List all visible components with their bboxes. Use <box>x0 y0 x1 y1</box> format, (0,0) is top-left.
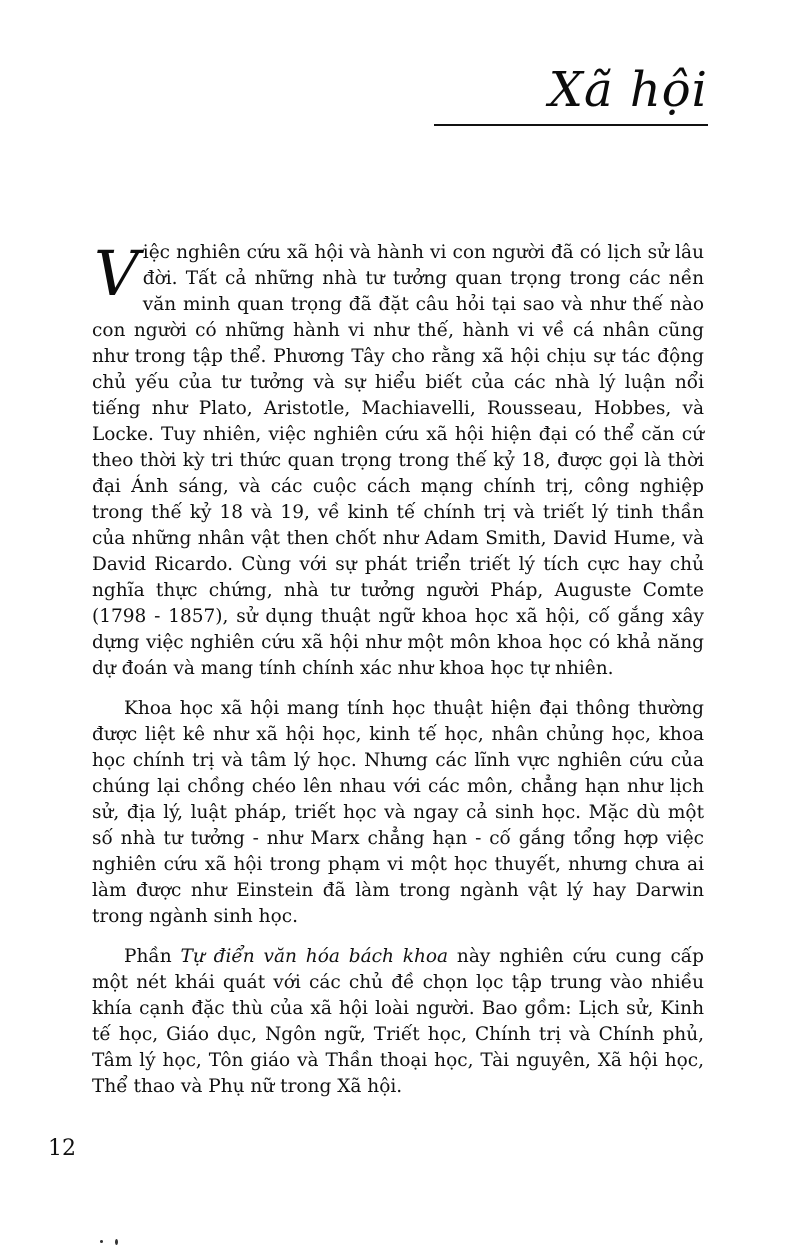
paragraph-1 <box>92 237 704 682</box>
chapter-title: Xã hội <box>548 62 708 118</box>
scan-speck <box>100 1238 124 1246</box>
paragraph-1-text: iệc nghiên cứu xã hội và hành vi con người đã có lịch sử lâu đời. Tất cả những nhà tư tưởng quan trọng trong các nền văn minh quan trọng đã đặt câu hỏi tại sao và như thế nào con người có những hành vi như thế, hành vi về cá nhân cũng như trong tập thể. Phương Tây cho rằng xã hội chịu sự tác động chủ yếu của tư tưởng và sự hiểu biết của các nhà lý luận nổi tiếng như Plato, Aristotle, Machiavelli, Rousseau, Hobbes, và Locke. Tuy nhiên, việc nghiên cứu xã hội hiện đại có thể căn cứ theo thời kỳ tri thức quan trọng trong thế kỷ 18, được gọi là thời đại Ánh sáng, và các cuộc cách mạng chính trị, công nghiệp trong thế kỷ 18 và 19, về kinh tế chính trị và triết lý tinh thần của những nhân vật then chốt như Adam Smith, David Hume, và David Ricardo. Cùng với sự phát triển triết lý tích cực hay chủ nghĩa thực chứng, nhà tư tưởng người Pháp, Auguste Comte (1798 - 1857), sử dụng thuật ngữ khoa học xã hội, cố gắng xây dựng việc nghiên cứu xã hội như một môn khoa học có khả năng dự đoán và mang tính chính xác như khoa học tự nhiên. <box>92 242 704 679</box>
paragraph-3-lead: Phần <box>124 946 181 967</box>
paragraph-2: Khoa học xã hội mang tính học thuật hiện đại thông thường được liệt kê như xã hội học, kinh tế học, nhân chủng học, khoa học chính trị và tâm lý học. Nhưng các lĩnh vực nghiên cứu của chúng lại chồng chéo lên nhau với các môn, chẳng hạn như lịch sử, địa lý, luật pháp, triết học và ngay cả sinh học. Mặc dù một số nhà tư tưởng - như Marx chẳng hạn - cố gắng tổng hợp việc nghiên cứu xã hội trong phạm vi một học thuyết, nhưng chưa ai làm được như Einstein đã làm trong ngành vật lý hay Darwin trong ngành sinh học. <box>92 698 704 927</box>
body-text <box>92 237 704 1100</box>
title-underline <box>434 124 708 126</box>
paragraph-3 <box>92 944 704 1100</box>
page-number: 12 <box>48 1136 76 1161</box>
drop-cap-letter: V <box>94 237 139 310</box>
book-title-italic: Tự điển văn hóa bách khoa <box>180 946 449 967</box>
paragraph-3-text: này nghiên cứu cung cấp một nét khái quát với các chủ đề chọn lọc tập trung vào nhiều khía cạnh đặc thù của xã hội loài người. Bao gồm: Lịch sử, Kinh tế học, Giáo dục, Ngôn ngữ, Triết học, Chính trị và Chính phủ, Tâm lý học, Tôn giáo và Thần thoại học, Tài nguyên, Xã hội học, Thể thao và Phụ nữ trong Xã hội. <box>92 946 704 1097</box>
